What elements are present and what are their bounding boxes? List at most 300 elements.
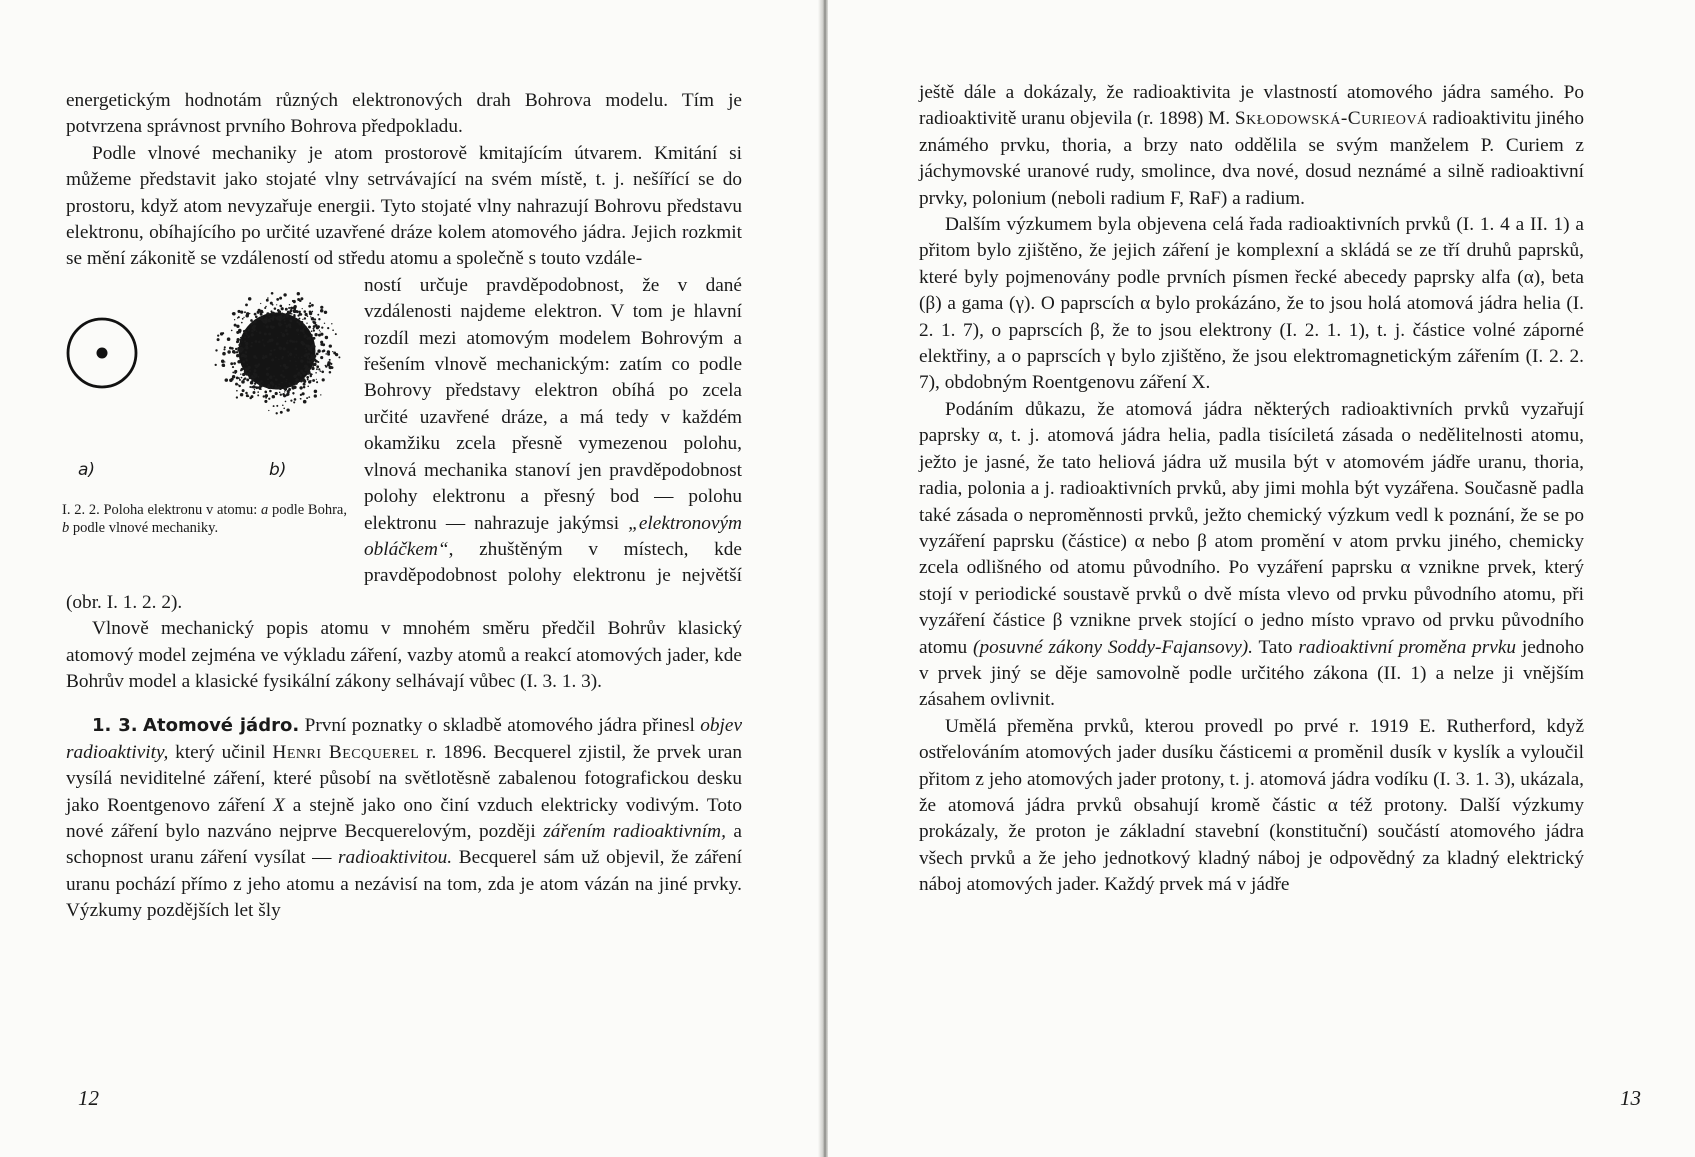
cloud-dot	[238, 356, 239, 357]
cloud-dot	[291, 321, 293, 323]
cloud-dot	[309, 302, 311, 304]
cloud-dot	[280, 374, 283, 377]
cloud-dot	[300, 329, 302, 331]
cloud-dot	[311, 367, 314, 370]
cloud-dot	[289, 352, 292, 355]
cloud-dot	[289, 304, 290, 305]
cloud-dot	[229, 346, 232, 349]
cloud-dot	[272, 395, 275, 398]
cloud-dot	[271, 312, 273, 314]
cloud-dot	[302, 371, 305, 374]
cloud-dot	[295, 354, 297, 356]
cloud-dot	[288, 355, 289, 356]
cloud-dot	[272, 315, 275, 318]
cloud-dot	[274, 313, 276, 315]
cloud-dot	[288, 307, 290, 309]
cloud-dot	[278, 383, 280, 385]
cloud-dot	[295, 381, 298, 384]
cloud-dot	[288, 382, 290, 384]
cloud-dot	[251, 342, 253, 344]
cloud-dot	[325, 365, 327, 367]
cloud-dot	[318, 333, 321, 336]
cloud-dot	[311, 354, 313, 356]
cloud-dot	[300, 369, 303, 372]
cloud-dot	[313, 337, 316, 340]
cloud-dot	[222, 363, 225, 366]
cloud-dot	[321, 326, 323, 328]
cloud-dot	[283, 407, 285, 409]
cloud-dot	[311, 330, 313, 332]
text-run: Becquerel sám už objevil, že záření uranu pochází přímo z jeho atomu a nezávisí na tom, zda je atom vázán na jiné prvky. Výzkumy pozdějších let šly	[66, 847, 742, 922]
cloud-dot	[254, 364, 256, 366]
cloud-dot	[264, 318, 267, 321]
cloud-dot	[329, 371, 332, 374]
cloud-dot	[269, 387, 271, 389]
cloud-dot	[249, 386, 251, 388]
cloud-dot	[279, 296, 282, 299]
cloud-dot	[302, 324, 305, 327]
cloud-dot	[312, 365, 314, 367]
caption-text: Poloha elektronu v atomu:	[103, 501, 261, 518]
cloud-dot	[282, 404, 284, 406]
cloud-dot	[284, 389, 286, 391]
italic-text: radioaktivitou.	[338, 847, 453, 869]
figure-caption	[62, 501, 347, 537]
cloud-dot	[314, 333, 317, 336]
cloud-dot	[335, 333, 337, 335]
cloud-dot	[299, 386, 302, 389]
cloud-dot	[253, 391, 256, 394]
cloud-dot	[316, 379, 317, 380]
cloud-dot	[273, 405, 275, 407]
cloud-dot	[282, 356, 284, 358]
bohr-electron	[97, 347, 108, 358]
cloud-dot	[306, 371, 308, 373]
cloud-dot	[268, 397, 270, 399]
right-page-text	[919, 80, 1584, 899]
cloud-dot	[285, 381, 287, 383]
cloud-dot	[338, 356, 340, 358]
cloud-dot	[320, 306, 323, 309]
cloud-dot	[263, 343, 264, 344]
cloud-dot	[279, 392, 280, 393]
cloud-dot	[250, 345, 252, 347]
text-run: a stejně jako ono činí vzduch elektricky vodivým. Toto nové záření bylo nazváno nejprve Becquerelovým, později	[66, 794, 742, 842]
cloud-dot	[242, 360, 245, 363]
cloud-dot	[282, 333, 284, 335]
cloud-dot	[290, 399, 292, 401]
cloud-dot	[332, 351, 333, 352]
cloud-dot	[263, 355, 264, 356]
cloud-dot	[272, 320, 273, 321]
cloud-dot	[277, 337, 279, 339]
cloud-dot	[283, 347, 286, 350]
cloud-dot	[315, 324, 318, 327]
cloud-dot	[256, 330, 257, 331]
italic-text: objev radioaktivity,	[66, 715, 743, 763]
cloud-dot	[317, 349, 320, 352]
cloud-dot	[289, 384, 291, 386]
cloud-dot	[302, 308, 303, 309]
cloud-dot	[254, 313, 257, 316]
cloud-dot	[280, 323, 282, 325]
cloud-dot	[241, 322, 243, 324]
cloud-dot	[262, 382, 263, 383]
cloud-dot	[279, 346, 282, 349]
cloud-dot	[237, 347, 240, 350]
cloud-dot	[240, 373, 241, 374]
cloud-dot	[233, 362, 236, 365]
cloud-dot	[244, 340, 246, 342]
cloud-dot	[316, 352, 319, 355]
electron-cloud-diagram	[215, 292, 341, 414]
cloud-dot	[236, 396, 238, 398]
cloud-dot	[325, 353, 327, 355]
cloud-dot	[234, 323, 237, 326]
cloud-dot	[311, 374, 312, 375]
cloud-dot	[259, 331, 262, 334]
cloud-dot	[235, 348, 237, 350]
cloud-dot	[286, 408, 289, 411]
cloud-dot	[221, 359, 225, 363]
cloud-dot	[237, 360, 241, 364]
cloud-dot	[282, 375, 285, 378]
cloud-dot	[241, 341, 242, 342]
cloud-dot	[300, 394, 302, 396]
italic-text: zářením radioaktivním,	[543, 820, 726, 842]
cloud-dot	[268, 332, 271, 335]
bohr-model-diagram	[68, 319, 136, 387]
cloud-dot	[236, 331, 239, 334]
cloud-dot	[240, 337, 242, 339]
cloud-dot	[270, 325, 273, 328]
cloud-dot	[275, 392, 278, 395]
cloud-dot	[329, 344, 332, 347]
cloud-dot	[250, 381, 254, 385]
cloud-dot	[240, 310, 243, 313]
cloud-dot	[276, 298, 279, 301]
cloud-dot	[303, 386, 306, 389]
cloud-dot	[285, 329, 288, 332]
text-run: r. 1896. Becquerel zjistil, že prvek uran vysílá neviditelné záření, které působí na světlotěsně zabalenou fotografickou desku jako Roentgenovo záření	[66, 741, 742, 816]
cloud-dot	[303, 328, 304, 329]
cloud-dot	[311, 351, 313, 353]
cloud-dot	[281, 307, 284, 310]
italic-text: (posuvné zákony Soddy-Fajansovy).	[973, 636, 1253, 658]
cloud-dot	[243, 379, 244, 380]
cloud-dot	[310, 316, 311, 317]
cloud-dot	[241, 377, 243, 379]
cloud-dot	[306, 376, 309, 379]
cloud-dot	[257, 394, 259, 396]
cloud-dot	[282, 370, 284, 372]
cloud-dot	[304, 317, 306, 319]
cloud-dot	[256, 376, 257, 377]
cloud-dot	[306, 397, 308, 399]
cloud-dot	[313, 361, 314, 362]
cloud-dot	[217, 338, 220, 341]
cloud-dot	[286, 333, 289, 336]
cloud-dot	[292, 392, 294, 394]
cloud-dot	[258, 317, 261, 320]
cloud-dot	[308, 305, 311, 308]
cloud-dot	[304, 347, 306, 349]
cloud-dot	[300, 341, 303, 344]
cloud-dot	[248, 329, 250, 331]
cloud-dot	[245, 303, 248, 306]
cloud-dot	[248, 335, 250, 337]
cloud-dot	[319, 329, 320, 330]
italic-text: „elektronovým obláčkem“	[364, 512, 742, 560]
cloud-dot	[268, 367, 270, 369]
cloud-dot	[293, 401, 295, 403]
cloud-dot	[294, 318, 296, 320]
cloud-dot	[289, 360, 291, 362]
cloud-dot	[237, 338, 240, 341]
cloud-dot	[320, 309, 324, 313]
cloud-dot	[304, 334, 307, 337]
cloud-dot	[279, 315, 283, 319]
cloud-dot	[331, 366, 334, 369]
cloud-dot	[284, 322, 286, 324]
cloud-dot	[242, 373, 245, 376]
cloud-dot	[241, 348, 244, 351]
cloud-dot	[312, 379, 315, 382]
cloud-dot	[237, 310, 240, 313]
cloud-dot	[244, 311, 246, 313]
cloud-dot	[246, 359, 248, 361]
cloud-dot	[253, 372, 256, 375]
cloud-dot	[257, 391, 259, 393]
cloud-dot	[281, 312, 283, 314]
cloud-dot	[304, 326, 306, 328]
cloud-dot	[232, 366, 234, 368]
cloud-dot	[238, 343, 241, 346]
cloud-dot	[286, 379, 288, 381]
cloud-dot	[263, 325, 264, 326]
cloud-dot	[315, 372, 317, 374]
cloud-dot	[251, 395, 254, 398]
cloud-dot	[264, 332, 267, 335]
cloud-dot	[268, 315, 270, 317]
figure-label-a: a)	[78, 459, 96, 480]
cloud-dot	[233, 351, 236, 354]
caption-b: b	[62, 519, 70, 536]
cloud-dot	[254, 389, 255, 390]
cloud-dot	[314, 350, 316, 352]
cloud-dot	[239, 329, 240, 330]
cloud-dot	[241, 380, 245, 384]
cloud-dot	[305, 350, 307, 352]
cloud-dot	[268, 410, 269, 411]
cloud-dot	[266, 299, 269, 302]
cloud-dot	[245, 351, 247, 353]
cloud-dot	[290, 307, 292, 309]
cloud-dot	[236, 390, 238, 392]
cloud-dot	[297, 321, 299, 323]
cloud-dot	[295, 374, 297, 376]
cloud-dot	[296, 368, 298, 370]
figure-electron-position	[62, 273, 352, 573]
cloud-dot	[227, 337, 231, 341]
cloud-dot	[217, 334, 219, 336]
cloud-dot	[273, 375, 275, 377]
cloud-dot	[258, 340, 261, 343]
cloud-dot	[270, 301, 273, 304]
cloud-dot	[246, 333, 248, 335]
cloud-dot	[300, 398, 302, 400]
cloud-dot	[270, 349, 272, 351]
cloud-dot	[276, 342, 279, 345]
cloud-dot	[322, 343, 325, 346]
cloud-dot	[260, 380, 263, 383]
cloud-dot	[284, 319, 286, 321]
cloud-dot	[303, 400, 307, 404]
cloud-dot	[252, 331, 253, 332]
cloud-dot	[276, 405, 278, 407]
cloud-dot	[307, 378, 309, 380]
cloud-dot	[285, 400, 287, 402]
cloud-dot	[271, 358, 274, 361]
section-number: 1. 3.	[92, 715, 138, 737]
cloud-dot	[294, 347, 297, 350]
cloud-dot	[281, 381, 283, 383]
cloud-dot	[311, 317, 315, 321]
cloud-dot	[298, 334, 299, 335]
cloud-dot	[300, 297, 303, 300]
cloud-dot	[318, 318, 320, 320]
cloud-dot	[244, 354, 247, 357]
cloud-dot	[287, 351, 289, 353]
cloud-dot	[309, 310, 312, 313]
caption-a: a	[260, 501, 269, 518]
page-number-right: 13	[1620, 1086, 1641, 1110]
cloud-dot	[310, 361, 312, 363]
cloud-dot	[215, 349, 217, 351]
cloud-dot	[295, 378, 299, 382]
cloud-dot	[271, 292, 273, 294]
cloud-dot	[296, 328, 299, 331]
cloud-dot	[236, 354, 239, 357]
cloud-dot	[225, 378, 229, 382]
cloud-dot	[298, 315, 300, 317]
cloud-dot	[298, 357, 299, 358]
cloud-dot	[315, 360, 318, 363]
cloud-dot	[303, 367, 304, 368]
cloud-dot	[222, 352, 226, 356]
text-run: který učinil	[168, 741, 273, 763]
cloud-dot	[286, 324, 288, 326]
cloud-dot	[251, 323, 253, 325]
cloud-dot	[263, 395, 265, 397]
cloud-dot	[295, 360, 297, 362]
cloud-dot	[270, 317, 272, 319]
paragraph: Dalším výzkumem byla objevena celá řada radioaktivních prvků (I. 1. 4 a II. 1) a přitom bylo zjištěno, že jejich záření je komplexní a skládá se ze tří druhů paprsků, které byly pojmenovány podle prvních písmen řecké abecedy paprsky alfa (α), beta (β) a gama (γ). O paprscích α bylo prokázáno, že to jsou holá atomová jádra helia (I. 2. 1. 7), o paprscích β, že to jsou elektrony (I. 2. 1. 1), t. j. částice volné záporné elektřiny, a o paprscích γ bylo zjištěno, že jsou elektromagnetickým zářením (I. 2. 2. 7), obdobným Roentgenovu záření X.	[919, 214, 1584, 394]
text-run: , zhuštěným v místech, kde pravděpodobnost polohy elektronu je největší (obr. I. 1. 2. 2).	[66, 538, 742, 613]
cloud-dot	[238, 316, 240, 318]
cloud-dot	[255, 325, 256, 326]
cloud-dot	[264, 307, 266, 309]
cloud-dot	[309, 348, 312, 351]
cloud-dot	[283, 316, 285, 318]
cloud-dot	[303, 383, 306, 386]
cloud-dot	[320, 340, 323, 343]
cloud-dot	[239, 379, 241, 381]
caption-mid: podle Bohra,	[268, 501, 347, 518]
cloud-dot	[298, 322, 300, 324]
paragraph	[919, 80, 1584, 212]
cloud-dot	[245, 345, 248, 348]
cloud-dot	[227, 350, 230, 353]
caption-number: I. 2. 2.	[62, 501, 100, 518]
cloud-dot	[220, 332, 223, 335]
cloud-dot	[234, 319, 235, 320]
italic-text: X	[273, 794, 285, 816]
cloud-dot	[230, 362, 233, 365]
cloud-dot	[231, 329, 233, 331]
cloud-dot	[286, 313, 289, 316]
cloud-dot	[277, 386, 280, 389]
cloud-dot	[324, 310, 327, 313]
cloud-dot	[269, 353, 272, 356]
cloud-dot	[279, 304, 282, 307]
cloud-dot	[249, 376, 252, 379]
cloud-dot	[242, 389, 245, 392]
cloud-dot	[304, 354, 307, 357]
name-small-caps: Henri Becquerel	[272, 741, 420, 763]
cloud-dot	[300, 359, 303, 362]
cloud-dot	[244, 347, 246, 349]
cloud-dot	[322, 350, 325, 353]
cloud-dot	[245, 314, 249, 318]
text-run: Podáním důkazu, že atomová jádra některých radioaktivních prvků vyzařují paprsky α, t. j. atomová jádra helia, padla tisíciletá zásada o nedělitelnosti atomu, ježto je jasné, že tato heliová jádra už musila být v atomovém jádře uranu, thoria, radia, polonia a j. radioaktivních prvků, aby jimi mohla být vyzářena. Současně padla také zásada o neproměnnosti prvků, ježto chemický výzkum vedl k poznání, že se po vyzáření paprsku (částice) α nebo β atom promění v atom prvku jiného, chemicky zcela odlišného od atomu původního. Po vyzáření paprsku α vznikne prvek, který stojí v periodické soustavě prvků o dvě místa vlevo od prvku původního atomu, při vyzáření částice β vznikne prvek stojící o jedno místo vpravo od prvku původního atomu	[919, 398, 1584, 658]
cloud-dot	[307, 315, 309, 317]
cloud-dot	[238, 384, 239, 385]
paragraph	[919, 397, 1584, 714]
cloud-dot	[295, 340, 297, 342]
cloud-dot	[329, 359, 331, 361]
cloud-dot	[313, 327, 315, 329]
cloud-dot	[286, 341, 289, 344]
cloud-dot	[272, 326, 274, 328]
cloud-dot	[280, 411, 283, 414]
cloud-dot	[250, 319, 253, 322]
caption-end: podle vlnové mechaniky.	[69, 519, 219, 536]
cloud-dot	[309, 326, 311, 328]
cloud-dot	[276, 318, 278, 320]
cloud-dot	[264, 400, 267, 403]
cloud-dot	[260, 388, 261, 389]
cloud-dot	[223, 348, 225, 350]
cloud-dot	[258, 376, 260, 378]
cloud-dot	[242, 318, 244, 320]
cloud-dot	[308, 396, 310, 398]
cloud-dot	[215, 364, 217, 366]
cloud-dot	[246, 367, 249, 370]
right-page	[828, 0, 1695, 1157]
cloud-dot	[282, 318, 283, 319]
cloud-dot	[246, 378, 249, 381]
cloud-dot	[260, 303, 261, 304]
section-title: Atomové jádro.	[143, 715, 300, 737]
cloud-dot	[283, 293, 286, 296]
cloud-dot	[273, 349, 275, 351]
cloud-dot	[240, 339, 242, 341]
cloud-dot	[264, 355, 267, 358]
cloud-dot	[294, 356, 295, 357]
cloud-dot	[288, 391, 290, 393]
cloud-dot	[275, 378, 278, 381]
